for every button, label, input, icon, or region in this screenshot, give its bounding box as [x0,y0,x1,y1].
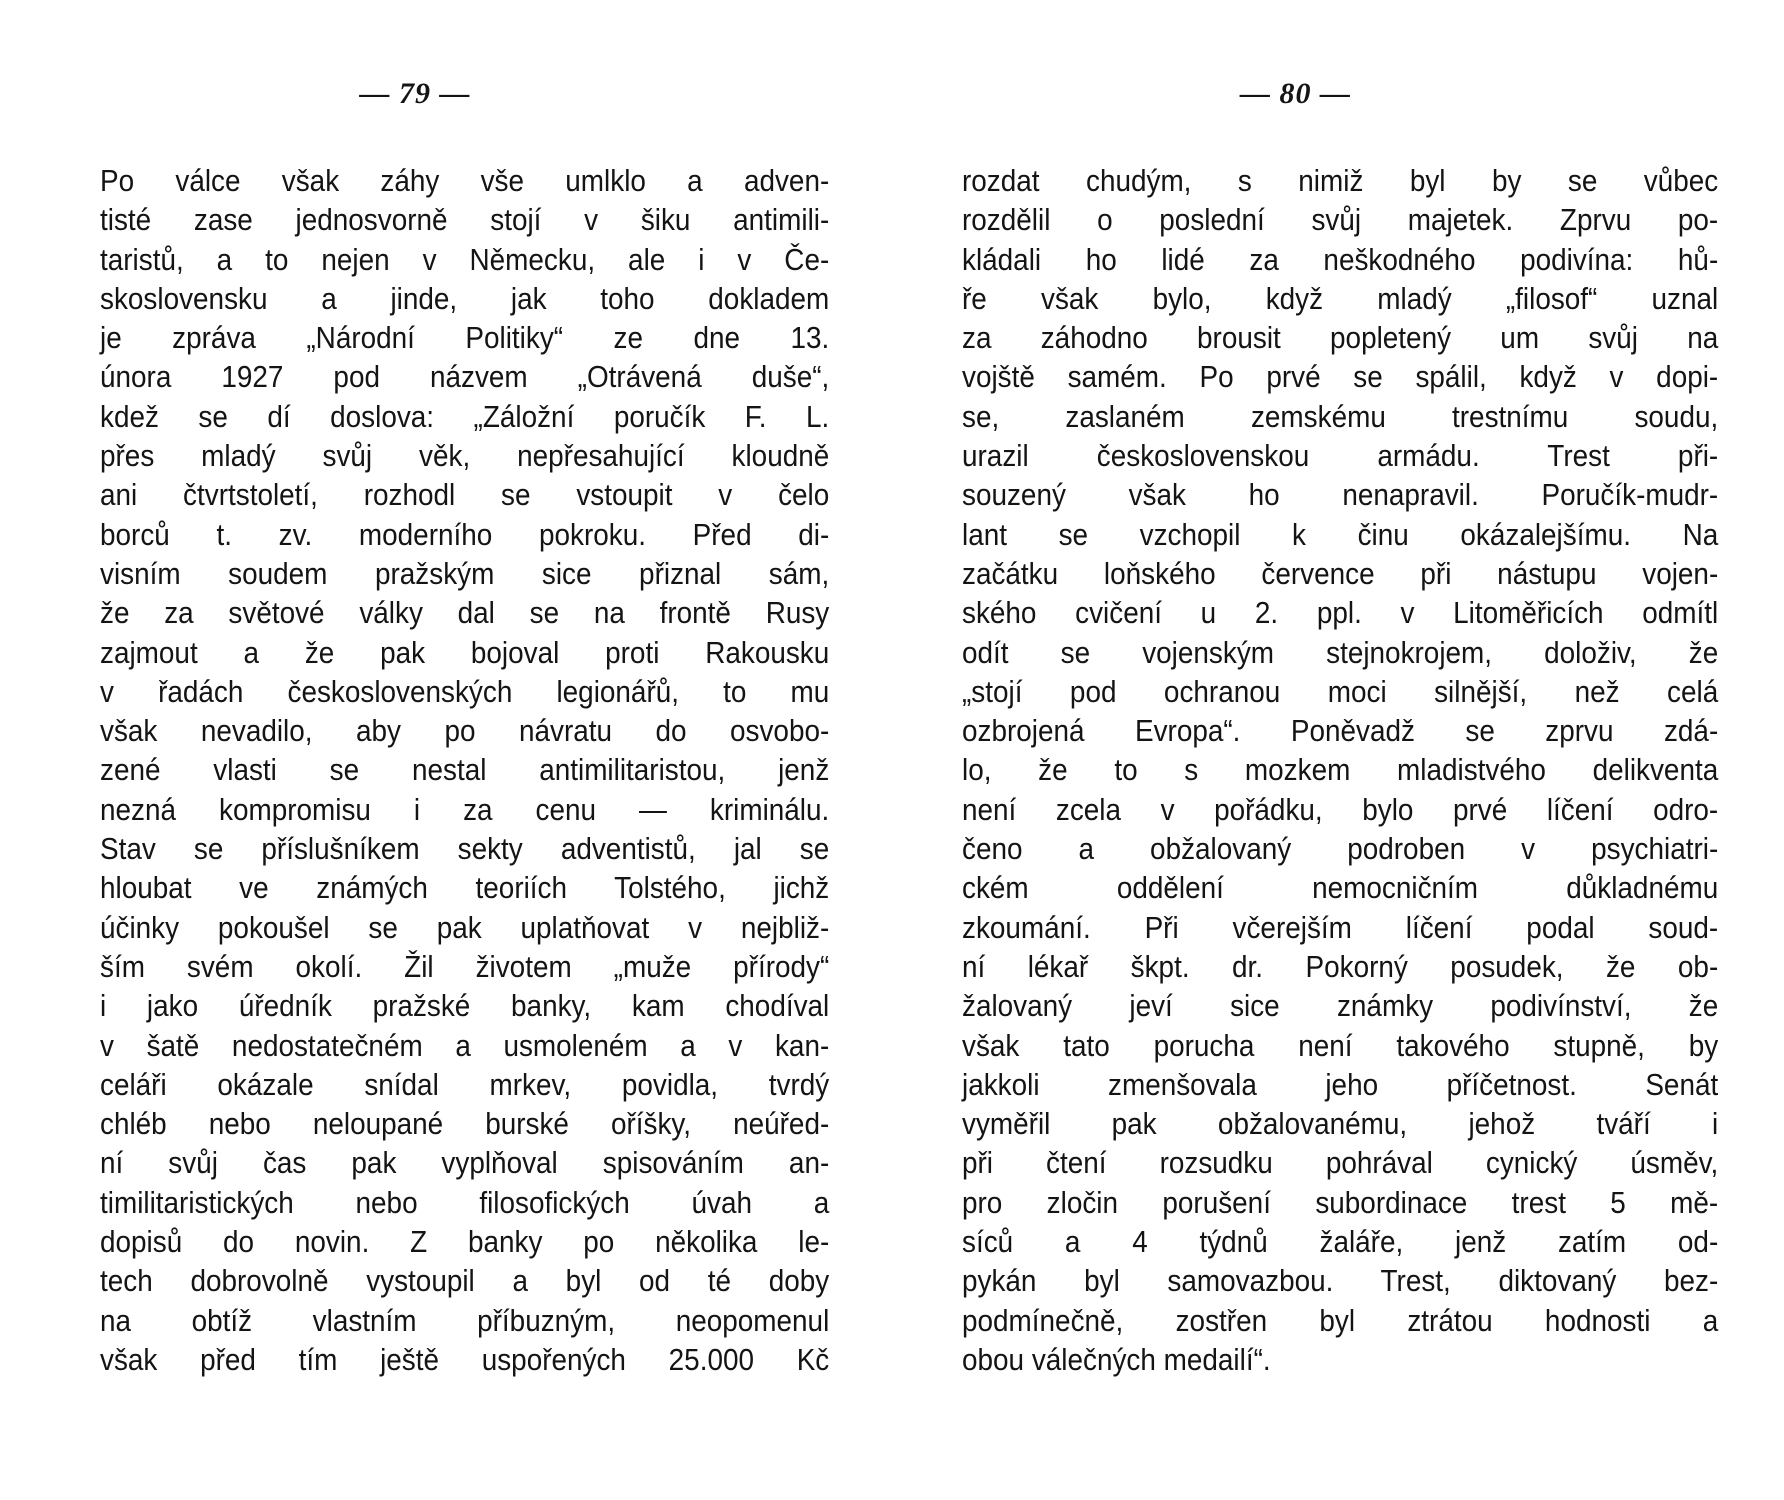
text-line: ní lékař škpt. dr. Pokorný posudek, že ob- [962,948,1719,984]
left-page-text [100,161,830,1379]
text-line: timilitaristických nebo filosofických úvah a [100,1184,830,1220]
text-line: lant se vzchopil k činu okázalejšímu. Na [962,516,1719,552]
text-line: tech dobrovolně vystoupil a byl od té doby [100,1263,830,1299]
left-page [100,0,830,1500]
right-page [962,0,1719,1500]
text-line: ani čtvrtstoletí, rozhodl se vstoupit v čelo [100,477,830,513]
text-line: visním soudem pražským sice přiznal sám, [100,555,830,591]
text-line: chléb nebo neloupané burské oříšky, neúřed- [100,1106,830,1142]
text-line: jakkoli zmenšovala jeho příčetnost. Senát [962,1066,1719,1102]
text-line: lo, že to s mozkem mladistvého delikventa [962,752,1719,788]
text-line: síců a 4 týdnů žaláře, jenž zatím od- [962,1224,1719,1260]
text-line: ře však bylo, když mladý „filosof“ uznal [962,280,1719,316]
text-line: v řadách československých legionářů, to mu [100,673,830,709]
right-page-text [962,161,1719,1379]
text-line: obou válečných medailí“. [962,1341,1271,1377]
text-line: však před tím ještě uspořených 25.000 Kč [100,1341,830,1377]
text-line: však tato porucha není takového stupně, by [962,1027,1719,1063]
text-line: v šatě nedostatečném a usmoleném a v kan- [100,1027,830,1063]
text-line: je zpráva „Národní Politiky“ ze dne 13. [100,320,830,356]
text-line: celáři okázale snídal mrkev, povidla, tvrdý [100,1066,830,1102]
text-line: začátku loňského července při nástupu vojen- [962,555,1719,591]
text-line: čeno a obžalovaný podroben v psychiatri- [962,831,1719,867]
text-line: „stojí pod ochranou moci silnější, než celá [962,673,1719,709]
text-line: zkoumání. Při včerejším líčení podal soud- [962,909,1719,945]
text-line: února 1927 pod názvem „Otrávená duše“, [100,359,830,395]
text-line: přes mladý svůj věk, nepřesahující kloudně [100,438,830,474]
text-line: vojště samém. Po prvé se spálil, když v dopi- [962,359,1719,395]
text-line: borců t. zv. moderního pokroku. Před di- [100,516,830,552]
text-line: žalovaný jeví sice známky podivínství, že [962,988,1719,1024]
text-line: ším svém okolí. Žil životem „muže přírody“ [100,948,830,984]
text-line: tisté zase jednosvorně stojí v šiku antimili- [100,202,830,238]
text-line: zené vlasti se nestal antimilitaristou, jenž [100,752,830,788]
text-line: hloubat ve známých teoriích Tolstého, jichž [100,870,830,906]
text-line: kládali ho lidé za neškodného podivína: hů- [962,241,1719,277]
text-line: rozdělil o poslední svůj majetek. Zprvu po- [962,202,1719,238]
text-line: skoslovensku a jinde, jak toho dokladem [100,280,830,316]
text-line: podmínečně, zostřen byl ztrátou hodnosti a [962,1302,1719,1338]
text-line: však nevadilo, aby po návratu do osvobo- [100,713,830,749]
text-line: že za světové války dal se na frontě Rusy [100,595,830,631]
text-line: pro zločin porušení subordinace trest 5 mě- [962,1184,1719,1220]
text-line: Po válce však záhy vše umlklo a adven- [100,163,830,198]
text-line: rozdat chudým, s nimiž byl by se vůbec [962,163,1719,198]
text-line: urazil československou armádu. Trest při- [962,438,1719,474]
text-line: i jako úředník pražské banky, kam chodíval [100,988,830,1024]
text-line: vyměřil pak obžalovanému, jehož tváří i [962,1106,1719,1142]
text-line: účinky pokoušel se pak uplatňovat v nejbliž- [100,909,830,945]
text-line: ského cvičení u 2. ppl. v Litoměřicích odmítl [962,595,1719,631]
text-line: není zcela v pořádku, bylo prvé líčení odro- [962,791,1719,827]
text-line: nezná kompromisu i za cenu — kriminálu. [100,791,830,827]
text-line: dopisů do novin. Z banky po několika le- [100,1224,830,1260]
text-line: na obtíž vlastním příbuzným, neopomenul [100,1302,830,1338]
text-line: zajmout a že pak bojoval proti Rakousku [100,634,830,670]
text-line: odít se vojenským stejnokrojem, doloživ, že [962,634,1719,670]
text-line: za záhodno brousit popletený um svůj na [962,320,1719,356]
page-number-right: — 80 — [1240,77,1351,110]
text-line: se, zaslaném zemskému trestnímu soudu, [962,398,1719,434]
text-line: ckém oddělení nemocničním důkladnému [962,870,1719,906]
text-line: Stav se příslušníkem sekty adventistů, jal se [100,831,830,867]
text-line: při čtení rozsudku pohrával cynický úsměv, [962,1145,1719,1181]
text-line: taristů, a to nejen v Německu, ale i v Če- [100,241,830,277]
text-line: souzený však ho nenapravil. Poručík-mudr- [962,477,1719,513]
text-line: ní svůj čas pak vyplňoval spisováním an- [100,1145,830,1181]
text-line: pykán byl samovazbou. Trest, diktovaný bez- [962,1263,1719,1299]
page-number-left: — 79 — [359,77,471,110]
text-line: ozbrojená Evropa“. Poněvadž se zprvu zdá- [962,713,1719,749]
text-line: kdež se dí doslova: „Záložní poručík F. L. [100,398,830,434]
